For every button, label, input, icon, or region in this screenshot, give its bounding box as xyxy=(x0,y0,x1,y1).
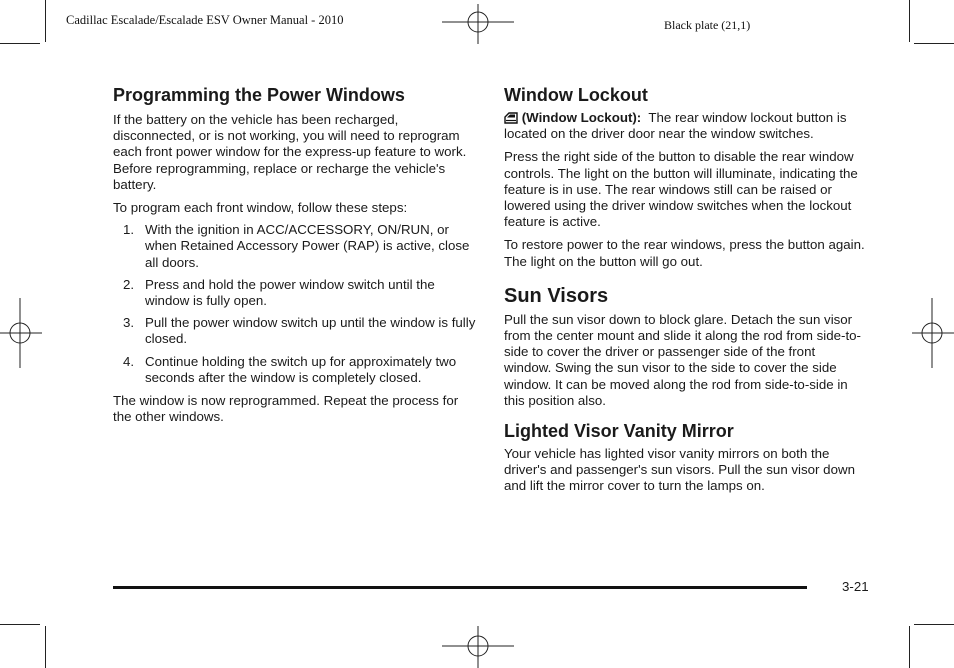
crop-mark xyxy=(45,0,46,42)
crop-mark xyxy=(909,0,910,42)
list-item xyxy=(113,354,479,386)
section-heading-sun-visors: Sun Visors xyxy=(504,284,609,307)
lockout-label: (Window Lockout): xyxy=(521,110,642,125)
footer-rule xyxy=(113,586,807,589)
manual-title: Cadillac Escalade/Escalade ESV Owner Manual - 2010 xyxy=(66,13,344,27)
step-text: Press and hold the power window switch until the window is fully open. xyxy=(145,276,435,309)
paragraph-lockout-2: Press the right side of the button to disable the rear window controls. The light on the button will illuminate, indicating the feature is in use. The rear windows still can be raised or lowered using the driver window switches when the lockout feature is active. xyxy=(504,149,858,230)
left-column xyxy=(113,84,479,425)
list-item xyxy=(113,222,479,271)
paragraph-outro: The window is now reprogrammed. Repeat the process for the other windows. xyxy=(113,393,459,425)
lockout-text: The rear window lockout button is located on the driver door near the window switches. xyxy=(504,110,847,142)
paragraph-vanity-mirror: Your vehicle has lighted visor vanity mirrors on both the driver's and passenger's sun visors. Pull the sun visor down and lift the mirror cover to turn the lamps on. xyxy=(504,446,855,494)
crop-mark xyxy=(0,43,40,44)
crop-mark xyxy=(909,626,910,668)
list-item xyxy=(113,277,479,309)
crop-mark xyxy=(45,626,46,668)
steps-list xyxy=(113,222,479,386)
paragraph-steps-intro: To program each front window, follow these steps: xyxy=(113,200,408,216)
step-number: 4. xyxy=(123,353,135,369)
paragraph-intro: If the battery on the vehicle has been recharged, disconnected, or is not working, you will need to reprogram each front power window for the express-up feature to work. Before reprogramming, replace or recharge the vehicle's battery. xyxy=(113,112,467,192)
paragraph-lockout xyxy=(504,110,866,142)
step-number: 1. xyxy=(123,222,135,238)
list-item xyxy=(113,315,479,347)
step-number: 3. xyxy=(123,315,135,331)
window-lockout-icon xyxy=(504,110,518,125)
right-column xyxy=(504,84,866,495)
step-text: Pull the power window switch up until the window is fully closed. xyxy=(145,315,476,347)
step-text: With the ignition in ACC/ACCESSORY, ON/RUN, or when Retained Accessory Power (RAP) is active, close all doors. xyxy=(145,222,470,270)
crop-mark xyxy=(0,624,40,625)
registration-mark-top xyxy=(442,4,514,44)
crop-mark xyxy=(914,43,954,44)
section-heading-power-windows: Programming the Power Windows xyxy=(113,85,405,105)
section-heading-window-lockout: Window Lockout xyxy=(504,85,648,105)
step-number: 2. xyxy=(123,276,135,292)
paragraph-lockout-3: To restore power to the rear windows, press the button again. The light on the button will go out. xyxy=(504,237,865,269)
crop-mark xyxy=(914,624,954,625)
step-text: Continue holding the switch up for approximately two seconds after the window is completely closed. xyxy=(145,353,457,385)
registration-mark-left xyxy=(0,298,42,368)
registration-mark-bottom xyxy=(442,626,514,668)
paragraph-sun-visors: Pull the sun visor down to block glare. Detach the sun visor from the center mount and slide it along the rod from side-to-side to cover the driver or passenger side of the front window. Swing the sun visor to the side to cover the side window. It can be moved along the rod from side-to-side in this position also. xyxy=(504,311,861,408)
page-number: 3-21 xyxy=(842,579,869,594)
section-heading-vanity-mirror: Lighted Visor Vanity Mirror xyxy=(504,421,734,442)
plate-label: Black plate (21,1) xyxy=(664,18,751,32)
registration-mark-right xyxy=(912,298,954,368)
